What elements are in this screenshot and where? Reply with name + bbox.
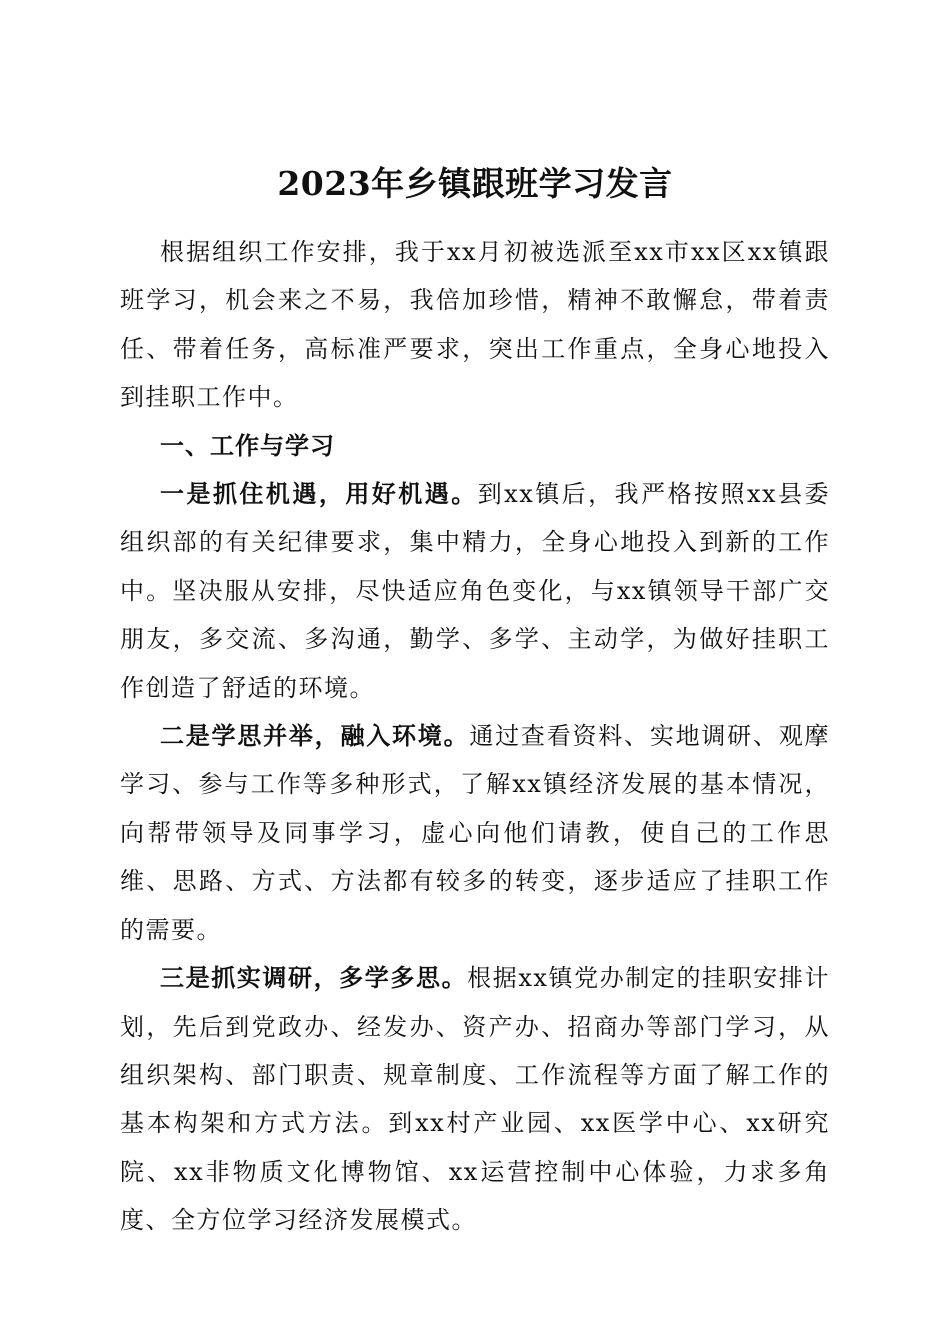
item-3-lead: 三是抓实调研，多学多思。 [160, 963, 468, 993]
paragraph-item-1 [120, 470, 830, 712]
document-title: 2023年乡镇跟班学习发言 [277, 164, 673, 204]
document-page [120, 0, 830, 1344]
item-2-text: 通过查看资料、实地调研、观摩学习、参与工作等多种形式，了解xx镇经济发展的基本情况，向帮带领导及同事学习，虚心向他们请教，使自己的工作思维、思路、方式、方法都有较多的转变，逐步适应了挂职工作的需要。 [120, 722, 830, 944]
section-heading: 一、工作与学习 [160, 431, 335, 460]
item-3-text: 根据xx镇党办制定的挂职安排计划，先后到党政办、经发办、资产办、招商办等部门学习，从组织架构、部门职责、规章制度、工作流程等方面了解工作的基本构架和方式方法。到xx村产业园、xx医学中心、xx研究院、xx非物质文化博物馆、xx运营控制中心体验，力求多角度、全方位学习经济发展模式。 [120, 964, 831, 1235]
paragraph-item-2 [120, 712, 830, 954]
item-1-lead: 一是抓住机遇，用好机遇。 [160, 479, 478, 509]
item-1-text: 到xx镇后，我严格按照xx县委组织部的有关纪律要求，集中精力，全身心地投入到新的工作中。坚决服从安排，尽快适应角色变化，与xx镇领导干部广交朋友，多交流、多沟通，勤学、多学、主动学，为做好挂职工作创造了舒适的环境。 [120, 480, 831, 702]
intro-paragraph: 根据组织工作安排，我于xx月初被选派至xx市xx区xx镇跟班学习，机会来之不易，我倍加珍惜，精神不敢懈怠，带着责任、带着任务，高标准严要求，突出工作重点，全身心地投入到挂职工作中。 [120, 238, 830, 412]
item-2-lead: 二是学思并举，融入环境。 [160, 721, 470, 751]
document-body [120, 228, 830, 1245]
paragraph-item-3 [120, 954, 830, 1244]
